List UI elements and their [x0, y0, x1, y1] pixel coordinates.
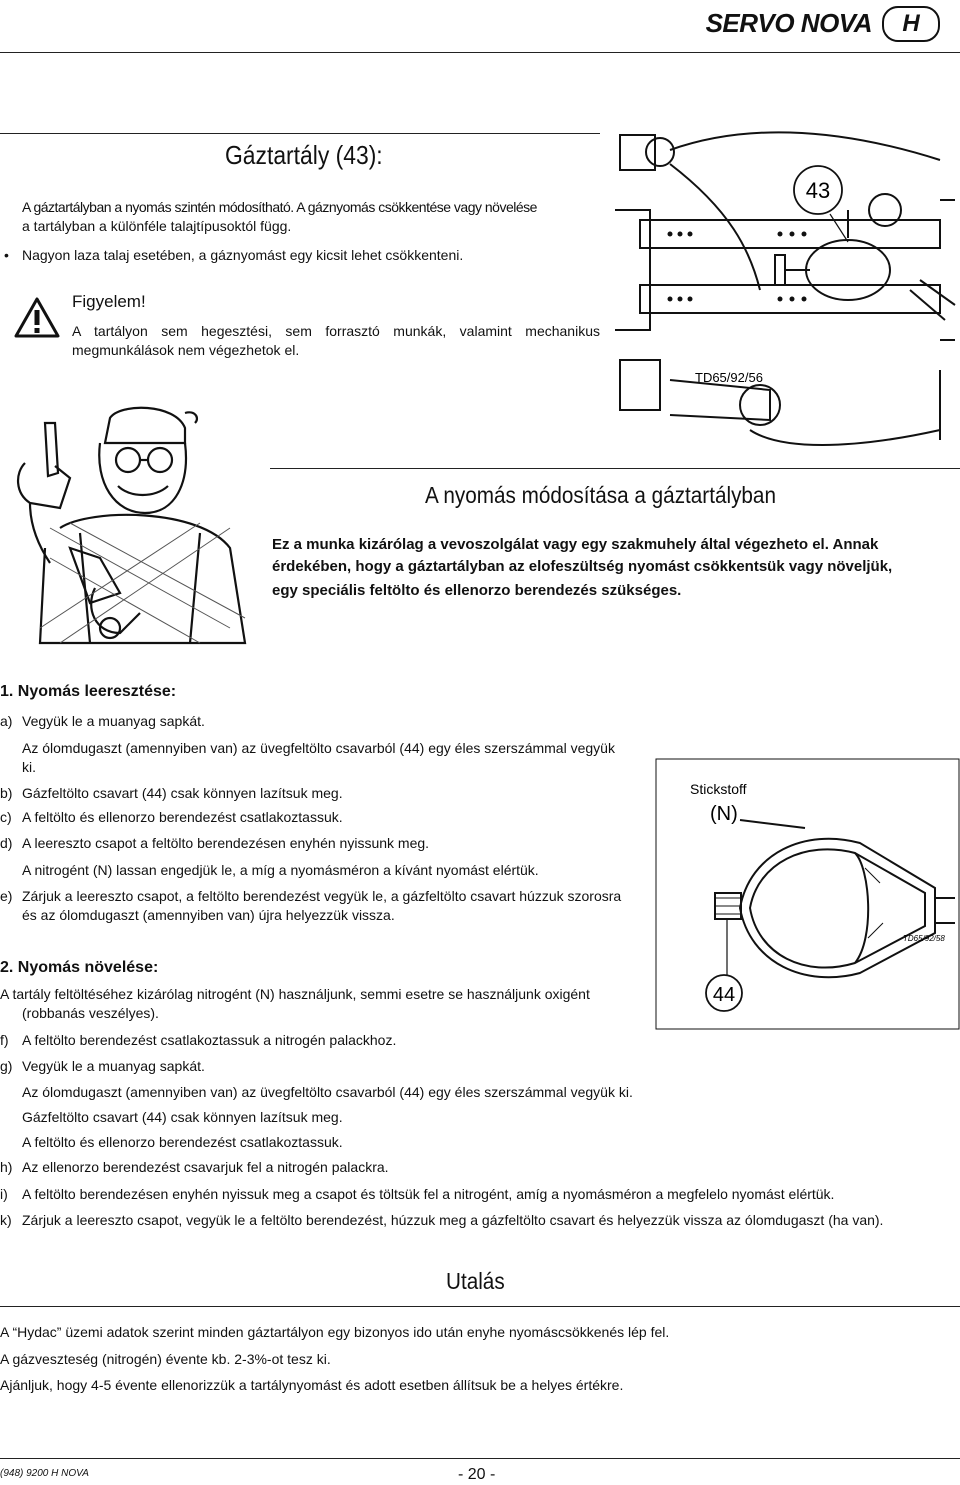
tank-section-figure	[655, 758, 960, 1030]
footer-page-number: - 20 -	[458, 1466, 496, 1483]
list-item-text: A leereszto csapot a feltölto berendezésen enyhén nyissunk meg.	[22, 835, 430, 851]
figure2-label-stickstoff: Stickstoff	[690, 781, 747, 797]
list-item-text: A feltölto és ellenorzo berendezést csatlakoztassuk.	[22, 1134, 343, 1150]
pressure-adjust-title: A nyomás módosítása a gáztartályban	[425, 482, 776, 508]
list-item-text: A feltölto berendezést csatlakoztassuk a nitrogén palackhoz.	[22, 1032, 397, 1048]
mechanic-illustration	[0, 398, 250, 648]
gas-tank-intro-2: a tartályban a különféle talajtípusoktól függ.	[22, 218, 292, 234]
list-item-text: Zárjuk a leereszto csapot, vegyük le a feltölto berendezést, húzzuk meg a gázfeltölto csavart és helyezzük vissza az ólomdugaszt (ha van).	[22, 1212, 884, 1228]
list-item-label: h)	[0, 1159, 13, 1175]
list-item-text: Az ólomdugaszt (amennyiben van) az üvegfeltölto csavarból (44) egy éles szerszámmal vegyük ki.	[22, 1084, 633, 1100]
list-item-text: Gázfeltölto csavart (44) csak könnyen lazítsuk meg.	[22, 1109, 343, 1125]
list-item-text: Zárjuk a leereszto csapot, a feltölto berendezést vegyük le, a gázfeltölto csavart húzzuk szorosra	[22, 888, 622, 904]
list-item-label: i)	[0, 1186, 8, 1202]
header-title: SERVO NOVA	[705, 8, 872, 38]
list-item-label: d)	[0, 835, 13, 851]
callout-44: 44	[712, 984, 736, 1006]
warning-line-1: A tartályon sem hegesztési, sem forrasztó munkák, valamint mechanikus	[72, 323, 600, 339]
reference-title: Utalás	[446, 1268, 505, 1294]
figure1-code: TD65/92/56	[695, 370, 763, 385]
list-item-label: a)	[0, 713, 13, 729]
list-item-label: k)	[0, 1212, 12, 1228]
callout-43: 43	[805, 178, 831, 203]
warning-line-2: megmunkálások nem végezhetok el.	[72, 342, 300, 358]
list-item-text: A nitrogént (N) lassan engedjük le, a míg a nyomásméron a kívánt nyomást elértük.	[22, 862, 539, 878]
tank-mounting-figure	[610, 130, 960, 460]
pressure-adjust-line-1: Ez a munka kizárólag a vevoszolgálat vagy egy szakmuhely által végezheto el. Annak	[272, 536, 879, 553]
footer-doc: (948) 9200 H NOVA	[0, 1468, 89, 1479]
warning-icon	[14, 296, 60, 338]
reference-rule	[0, 1306, 960, 1307]
pressure-adjust-line-3: egy speciális feltölto és ellenorzo berendezés szükséges.	[272, 582, 682, 599]
list-item-label: b)	[0, 785, 13, 801]
increase-title: 2. Nyomás növelése:	[0, 959, 159, 976]
list-item-text: Vegyük le a muanyag sapkát.	[22, 713, 205, 729]
language-badge: H	[882, 6, 940, 42]
list-item-text: Az ólomdugaszt (amennyiben van) az üvegfeltölto csavarból (44) egy éles szerszámmal vegyük	[22, 740, 615, 756]
release-title: 1. Nyomás leeresztése:	[0, 683, 177, 700]
increase-intro-1: A tartály feltöltéséhez kizárólag nitrogént (N) használjunk, semmi esetre se használjunk oxigént	[0, 986, 590, 1002]
list-item-text: Az ellenorzo berendezést csavarjuk fel a nitrogén palackra.	[22, 1159, 389, 1175]
list-item-label: g)	[0, 1058, 13, 1074]
list-item-text: Vegyük le a muanyag sapkát.	[22, 1058, 205, 1074]
list-item-text: A feltölto és ellenorzo berendezést csatlakoztassuk.	[22, 809, 343, 825]
gas-tank-bullet: • Nagyon laza talaj esetében, a gáznyomást egy kicsit lehet csökkenteni.	[22, 246, 463, 265]
reference-line-3: Ajánljuk, hogy 4-5 évente ellenorizzük a tartálynyomást és adott esetben állítsuk be a helyes értékre.	[0, 1377, 624, 1393]
list-item-text: Gázfeltölto csavart (44) csak könnyen lazítsuk meg.	[22, 785, 343, 801]
header-rule	[0, 52, 960, 53]
warning-title: Figyelem!	[72, 292, 146, 311]
list-item-text: és az ólomdugaszt (amennyiben van) újra helyezzük vissza.	[22, 907, 395, 923]
list-item-label: f)	[0, 1032, 9, 1048]
list-item-label: e)	[0, 888, 13, 904]
footer-rule	[0, 1458, 960, 1459]
list-item-label: c)	[0, 809, 12, 825]
gas-tank-intro-1: A gáztartályban a nyomás szintén módosítható. A gáznyomás csökkentése vagy növelése	[22, 199, 537, 215]
reference-line-1: A “Hydac” üzemi adatok szerint minden gáztartályon egy bizonyos ido után enyhe nyomáscsökkenés lép fel.	[0, 1324, 670, 1340]
section-rule	[0, 133, 600, 134]
reference-line-2: A gázveszteség (nitrogén) évente kb. 2-3%-ot tesz ki.	[0, 1351, 331, 1367]
list-item-text: A feltölto berendezésen enyhén nyissuk meg a csapot és töltsük fel a nitrogént, amíg a nyomásméron a megfelelo nyomást elértük.	[22, 1186, 835, 1202]
increase-intro-2: (robbanás veszélyes).	[22, 1005, 159, 1021]
figure2-label-n: (N)	[710, 803, 738, 825]
pressure-adjust-line-2: érdekében, hogy a gáztartályban az elofeszültség nyomást csökkentsük vagy növeljük,	[272, 558, 893, 575]
adjust-rule	[270, 468, 960, 469]
gas-tank-title: Gáztartály (43):	[225, 140, 383, 170]
list-item-text: ki.	[22, 759, 36, 775]
figure2-code: TD65/92/58	[903, 934, 945, 943]
